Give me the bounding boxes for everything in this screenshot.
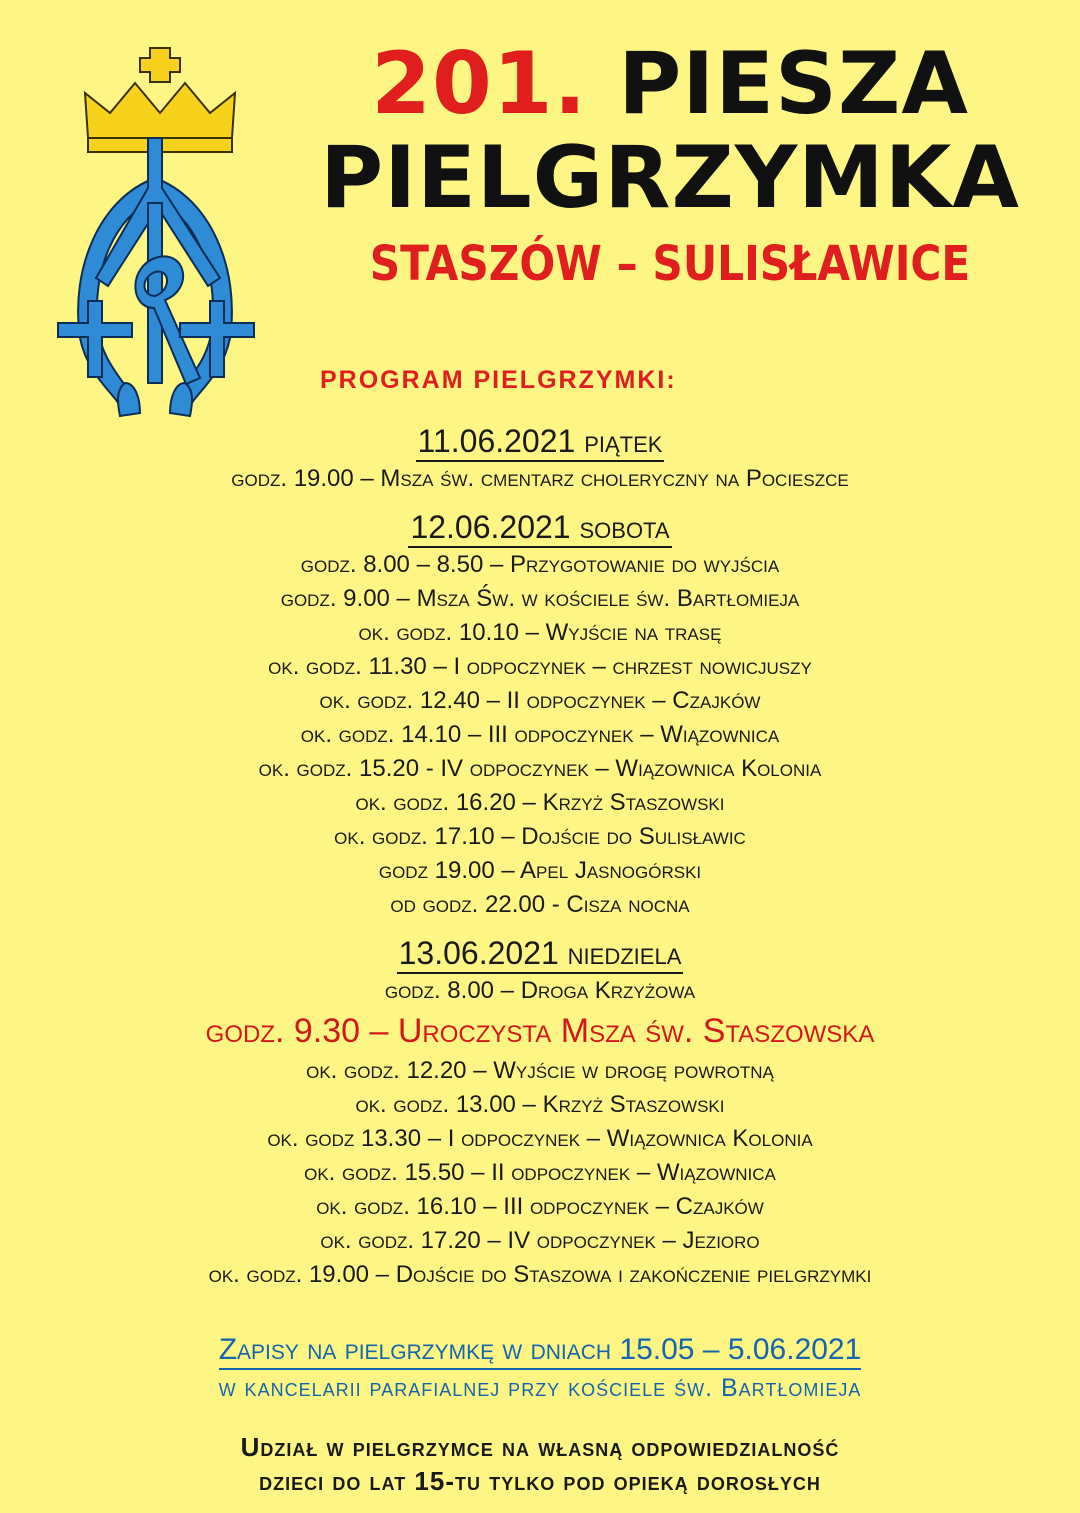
edition-number: 201.: [371, 34, 588, 134]
route: STASZÓW – SULISŁAWICE: [369, 236, 971, 292]
registration-info: [0, 1332, 1080, 1406]
event-item: godz. 19.00 – Msza św. cmentarz choleryczny na Pocieszce: [231, 465, 849, 492]
event-item: ok. godz. 11.30 – I odpoczynek – chrzest nowicjuszy: [268, 653, 812, 680]
day-heading: [0, 504, 1080, 548]
title-word-piesza: PIESZA: [618, 34, 969, 134]
event-item: godz 19.00 – Apel Jasnogórski: [378, 857, 702, 884]
registration-dates: Zapisy na pielgrzymkę w dniach 15.05 – 5.06.2021: [219, 1332, 862, 1370]
title-line-1: [300, 34, 1040, 134]
highlight-event: godz. 9.30 – Uroczysta Msza św. Staszowska: [205, 1012, 875, 1050]
disclaimer: [0, 1430, 1080, 1498]
event-item: ok. godz. 12.40 – II odpoczynek – Czajków: [319, 687, 761, 714]
disclaimer-line-1: Udział w pielgrzymce na własną odpowiedzialność: [240, 1432, 840, 1462]
event-item: ok. godz. 10.10 – Wyjście na trasę: [358, 619, 722, 646]
day-date: 13.06.2021: [398, 935, 559, 971]
event-item: ok. godz. 14.10 – III odpoczynek – Wiązownica: [300, 721, 780, 748]
day-weekday: niedziela: [567, 935, 682, 971]
disclaimer-line-2: dzieci do lat 15-tu tylko pod opieką dorosłych: [259, 1466, 821, 1496]
event-item: ok. godz. 15.20 - IV odpoczynek – Wiązownica Kolonia: [258, 755, 822, 782]
title-block: [300, 34, 1040, 292]
event-item: ok. godz. 16.10 – III odpoczynek – Czajków: [316, 1193, 764, 1220]
day-date: 12.06.2021: [410, 509, 571, 545]
day-weekday: sobota: [579, 509, 670, 545]
schedule: [0, 418, 1080, 1292]
event-item: ok. godz. 17.20 – IV odpoczynek – Jezioro: [320, 1227, 760, 1254]
event-item: ok. godz. 17.10 – Dojście do Sulisławic: [334, 823, 746, 850]
event-item: ok. godz. 15.50 – II odpoczynek – Wiązownica: [304, 1159, 776, 1186]
day-1-heading: [416, 422, 665, 462]
program-heading: PROGRAM PIELGRZYMKI:: [320, 366, 677, 394]
day-heading: [0, 930, 1080, 974]
title-line-2: PIELGRZYMKA: [320, 128, 1020, 228]
event-item: godz. 9.00 – Msza Św. w kościele św. Bartłomieja: [280, 585, 800, 612]
event-item: ok. godz. 19.00 – Dojście do Staszowa i zakończenie pielgrzymki: [208, 1261, 872, 1288]
day-weekday: piątek: [584, 423, 663, 459]
event-item: ok. godz 13.30 – I odpoczynek – Wiązownica Kolonia: [267, 1125, 813, 1152]
event-item: ok. godz. 13.00 – Krzyż Staszowski: [355, 1091, 725, 1118]
day-heading: [0, 418, 1080, 462]
logo: [40, 38, 270, 428]
event-item: ok. godz. 16.20 – Krzyż Staszowski: [355, 789, 725, 816]
event-item: godz. 8.00 – Droga Krzyżowa: [384, 977, 696, 1004]
event-item: godz. 8.00 – 8.50 – Przygotowanie do wyjścia: [300, 551, 780, 578]
day-2-heading: [408, 508, 671, 548]
event-item: ok. godz. 12.20 – Wyjście w drogę powrotną: [306, 1057, 774, 1084]
marian-monogram-crown-icon: [40, 38, 270, 428]
day-date: 11.06.2021: [417, 423, 576, 459]
registration-place: w kancelarii parafialnej przy kościele św. Bartłomieja: [218, 1374, 862, 1402]
day-3-heading: [397, 934, 684, 974]
event-item: od godz. 22.00 - Cisza nocna: [390, 891, 690, 918]
